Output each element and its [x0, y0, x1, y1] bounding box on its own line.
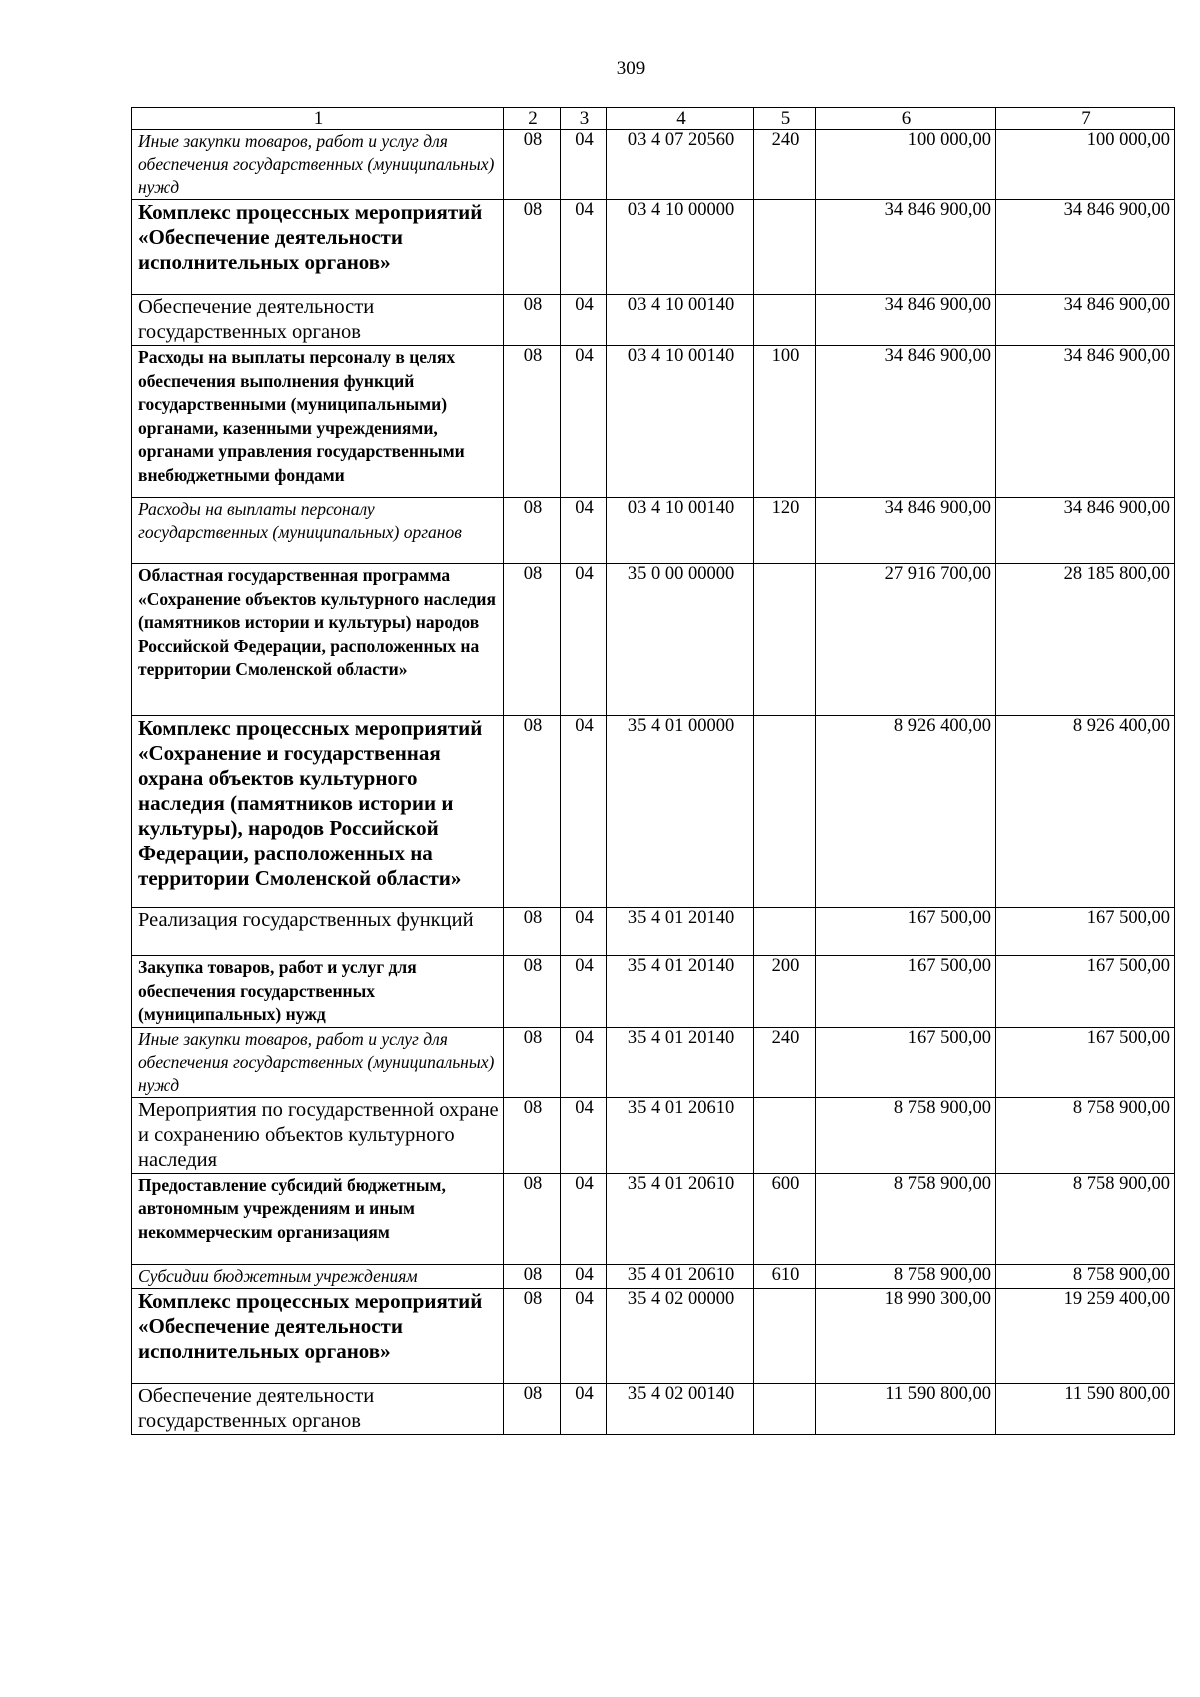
- row-name: Предоставление субсидий бюджетным, автономным учреждениям и иным некоммерческим организациям: [132, 1173, 504, 1264]
- row-name: Субсидии бюджетным учреждениям: [132, 1264, 504, 1288]
- row-col-3: 04: [561, 1097, 607, 1173]
- row-col-3: 04: [561, 956, 607, 1028]
- row-col-5: 240: [754, 1027, 816, 1097]
- row-col-6: 100 000,00: [816, 130, 996, 200]
- row-col-5: 600: [754, 1173, 816, 1264]
- row-col-4: 35 0 00 00000: [607, 564, 754, 716]
- row-col-7: 8 758 900,00: [996, 1097, 1175, 1173]
- table-row: [132, 1383, 1175, 1434]
- row-col-6: 8 758 900,00: [816, 1173, 996, 1264]
- row-col-2: 08: [504, 716, 561, 908]
- row-col-6: 167 500,00: [816, 908, 996, 956]
- row-col-6: 27 916 700,00: [816, 564, 996, 716]
- row-col-5: 200: [754, 956, 816, 1028]
- row-col-4: 35 4 01 20610: [607, 1173, 754, 1264]
- table-row: [132, 1027, 1175, 1097]
- row-col-2: 08: [504, 564, 561, 716]
- row-col-7: 34 846 900,00: [996, 295, 1175, 346]
- budget-table: [131, 107, 1175, 1435]
- table-row: [132, 498, 1175, 564]
- row-name: Реализация государственных функций: [132, 908, 504, 956]
- row-col-6: 34 846 900,00: [816, 346, 996, 498]
- table-row: [132, 564, 1175, 716]
- row-col-7: 34 846 900,00: [996, 498, 1175, 564]
- row-col-7: 167 500,00: [996, 956, 1175, 1028]
- row-col-4: 03 4 10 00140: [607, 498, 754, 564]
- row-col-5: [754, 564, 816, 716]
- row-col-5: [754, 200, 816, 295]
- row-col-2: 08: [504, 1173, 561, 1264]
- row-col-2: 08: [504, 200, 561, 295]
- row-col-4: 03 4 10 00140: [607, 295, 754, 346]
- row-col-2: 08: [504, 1264, 561, 1288]
- row-name: Расходы на выплаты персоналу в целях обеспечения выполнения функций государственными (муниципальными) органами, казенными учреждениями, органами управления государственными внебюджетными фондами: [132, 346, 504, 498]
- page-number: 309: [616, 58, 646, 79]
- row-col-7: 34 846 900,00: [996, 200, 1175, 295]
- row-col-4: 03 4 10 00000: [607, 200, 754, 295]
- table-row: [132, 908, 1175, 956]
- row-name: Комплекс процессных мероприятий «Обеспечение деятельности исполнительных органов»: [132, 1288, 504, 1383]
- row-col-7: 11 590 800,00: [996, 1383, 1175, 1434]
- row-col-4: 03 4 10 00140: [607, 346, 754, 498]
- row-col-5: [754, 1383, 816, 1434]
- header-col-5: 5: [754, 108, 816, 130]
- row-col-7: 167 500,00: [996, 1027, 1175, 1097]
- row-col-5: [754, 295, 816, 346]
- row-col-3: 04: [561, 908, 607, 956]
- row-col-4: 03 4 07 20560: [607, 130, 754, 200]
- row-col-6: 34 846 900,00: [816, 295, 996, 346]
- row-col-4: 35 4 01 20610: [607, 1264, 754, 1288]
- row-name: Мероприятия по государственной охране и сохранению объектов культурного наследия: [132, 1097, 504, 1173]
- row-col-5: 240: [754, 130, 816, 200]
- row-col-7: 167 500,00: [996, 908, 1175, 956]
- row-col-6: 167 500,00: [816, 956, 996, 1028]
- row-col-2: 08: [504, 498, 561, 564]
- row-col-4: 35 4 02 00140: [607, 1383, 754, 1434]
- row-col-3: 04: [561, 295, 607, 346]
- row-col-2: 08: [504, 130, 561, 200]
- row-col-4: 35 4 01 20610: [607, 1097, 754, 1173]
- table-row: [132, 1288, 1175, 1383]
- row-name: Комплекс процессных мероприятий «Обеспечение деятельности исполнительных органов»: [132, 200, 504, 295]
- row-name: Обеспечение деятельности государственных органов: [132, 295, 504, 346]
- row-name: Обеспечение деятельности государственных органов: [132, 1383, 504, 1434]
- row-col-7: 19 259 400,00: [996, 1288, 1175, 1383]
- row-col-5: 610: [754, 1264, 816, 1288]
- row-col-6: 34 846 900,00: [816, 200, 996, 295]
- row-col-4: 35 4 01 20140: [607, 956, 754, 1028]
- row-col-5: [754, 908, 816, 956]
- table-row: [132, 295, 1175, 346]
- row-col-2: 08: [504, 295, 561, 346]
- header-col-4: 4: [607, 108, 754, 130]
- row-col-4: 35 4 01 20140: [607, 908, 754, 956]
- row-col-7: 28 185 800,00: [996, 564, 1175, 716]
- row-col-3: 04: [561, 130, 607, 200]
- row-col-7: 8 758 900,00: [996, 1173, 1175, 1264]
- table-row: [132, 1264, 1175, 1288]
- row-col-2: 08: [504, 1097, 561, 1173]
- row-col-7: 34 846 900,00: [996, 346, 1175, 498]
- header-row: [132, 108, 1175, 130]
- row-name: Комплекс процессных мероприятий «Сохранение и государственная охрана объектов культурного наследия (памятников истории и культуры), народов Российской Федерации, расположенных на территории Смоленской области»: [132, 716, 504, 908]
- row-col-3: 04: [561, 498, 607, 564]
- row-col-5: [754, 1288, 816, 1383]
- row-col-5: 120: [754, 498, 816, 564]
- table-row: [132, 716, 1175, 908]
- header-col-7: 7: [996, 108, 1175, 130]
- row-name: Иные закупки товаров, работ и услуг для обеспечения государственных (муниципальных) нужд: [132, 130, 504, 200]
- row-col-2: 08: [504, 346, 561, 498]
- row-name: Иные закупки товаров, работ и услуг для обеспечения государственных (муниципальных) нужд: [132, 1027, 504, 1097]
- row-col-3: 04: [561, 1383, 607, 1434]
- row-col-4: 35 4 01 00000: [607, 716, 754, 908]
- header-col-2: 2: [504, 108, 561, 130]
- row-name: Областная государственная программа «Сохранение объектов культурного наследия (памятников истории и культуры) народов Российской Федерации, расположенных на территории Смоленской области»: [132, 564, 504, 716]
- row-col-3: 04: [561, 1027, 607, 1097]
- table-row: [132, 1173, 1175, 1264]
- row-name: Расходы на выплаты персоналу государственных (муниципальных) органов: [132, 498, 504, 564]
- row-col-2: 08: [504, 908, 561, 956]
- row-col-3: 04: [561, 1173, 607, 1264]
- row-col-3: 04: [561, 716, 607, 908]
- header-col-1: 1: [132, 108, 504, 130]
- row-col-3: 04: [561, 200, 607, 295]
- header-col-6: 6: [816, 108, 996, 130]
- row-col-7: 8 926 400,00: [996, 716, 1175, 908]
- row-col-7: 100 000,00: [996, 130, 1175, 200]
- row-col-6: 167 500,00: [816, 1027, 996, 1097]
- row-name: Закупка товаров, работ и услуг для обеспечения государственных (муниципальных) нужд: [132, 956, 504, 1028]
- row-col-3: 04: [561, 1264, 607, 1288]
- row-col-6: 8 926 400,00: [816, 716, 996, 908]
- table-row: [132, 130, 1175, 200]
- table-row: [132, 1097, 1175, 1173]
- row-col-2: 08: [504, 1288, 561, 1383]
- row-col-6: 8 758 900,00: [816, 1264, 996, 1288]
- table-row: [132, 956, 1175, 1028]
- row-col-5: [754, 1097, 816, 1173]
- row-col-2: 08: [504, 1027, 561, 1097]
- row-col-3: 04: [561, 564, 607, 716]
- row-col-2: 08: [504, 1383, 561, 1434]
- row-col-4: 35 4 02 00000: [607, 1288, 754, 1383]
- row-col-2: 08: [504, 956, 561, 1028]
- row-col-3: 04: [561, 346, 607, 498]
- row-col-3: 04: [561, 1288, 607, 1383]
- row-col-7: 8 758 900,00: [996, 1264, 1175, 1288]
- header-col-3: 3: [561, 108, 607, 130]
- row-col-5: [754, 716, 816, 908]
- row-col-6: 18 990 300,00: [816, 1288, 996, 1383]
- row-col-5: 100: [754, 346, 816, 498]
- row-col-4: 35 4 01 20140: [607, 1027, 754, 1097]
- row-col-6: 34 846 900,00: [816, 498, 996, 564]
- table-row: [132, 200, 1175, 295]
- table-row: [132, 346, 1175, 498]
- row-col-6: 8 758 900,00: [816, 1097, 996, 1173]
- row-col-6: 11 590 800,00: [816, 1383, 996, 1434]
